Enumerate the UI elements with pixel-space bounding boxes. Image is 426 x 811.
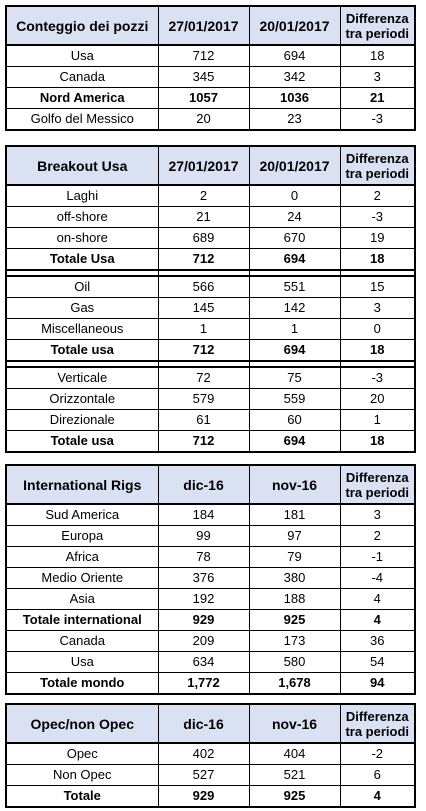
cell-value: 4 — [340, 589, 415, 610]
table-row — [6, 228, 415, 249]
row-label: Nord America — [6, 88, 158, 109]
table-row — [6, 547, 415, 568]
cell-value: 184 — [158, 504, 249, 526]
row-label: Gas — [6, 298, 158, 319]
cell-value: 79 — [249, 547, 340, 568]
cell-value: 670 — [249, 228, 340, 249]
cell-value: 376 — [158, 568, 249, 589]
row-label: Asia — [6, 589, 158, 610]
cell-value: 209 — [158, 631, 249, 652]
header-cell: Differenza tra periodi — [340, 6, 415, 45]
table-row — [6, 526, 415, 547]
cell-value: 72 — [158, 367, 249, 389]
row-label: Canada — [6, 631, 158, 652]
table-row — [6, 207, 415, 228]
row-label: Africa — [6, 547, 158, 568]
header-cell: Breakout Usa — [6, 146, 158, 185]
cell-value: -3 — [340, 367, 415, 389]
table-row — [6, 367, 415, 389]
row-label: Europa — [6, 526, 158, 547]
row-label: Laghi — [6, 185, 158, 207]
cell-value: 192 — [158, 589, 249, 610]
cell-value: -1 — [340, 547, 415, 568]
cell-value: 3 — [340, 298, 415, 319]
table-row-total — [6, 673, 415, 695]
header-cell: 27/01/2017 — [158, 146, 249, 185]
cell-value: 3 — [340, 67, 415, 88]
cell-value: 97 — [249, 526, 340, 547]
header-cell: 20/01/2017 — [249, 6, 340, 45]
row-label: Usa — [6, 45, 158, 67]
cell-value: 1,772 — [158, 673, 249, 695]
table-row — [6, 109, 415, 131]
cell-value: 1 — [249, 319, 340, 340]
cell-value: 929 — [158, 786, 249, 808]
cell-value: -4 — [340, 568, 415, 589]
cell-value: 402 — [158, 743, 249, 765]
table-row — [6, 67, 415, 88]
table-conteggio-pozzi — [5, 5, 416, 131]
table-row-total — [6, 431, 415, 453]
cell-value: -3 — [340, 207, 415, 228]
cell-value: 21 — [158, 207, 249, 228]
row-label: Canada — [6, 67, 158, 88]
cell-value: 15 — [340, 276, 415, 298]
cell-value: 2 — [158, 185, 249, 207]
table-row — [6, 743, 415, 765]
cell-value: 18 — [340, 249, 415, 271]
cell-value: 925 — [249, 786, 340, 808]
cell-value: 527 — [158, 765, 249, 786]
cell-value: 54 — [340, 652, 415, 673]
cell-value: 380 — [249, 568, 340, 589]
cell-value: 1 — [158, 319, 249, 340]
table-row — [6, 45, 415, 67]
header-cell: 27/01/2017 — [158, 6, 249, 45]
cell-value: 94 — [340, 673, 415, 695]
cell-value: 18 — [340, 45, 415, 67]
table-row — [6, 389, 415, 410]
cell-value: 145 — [158, 298, 249, 319]
row-label: Orizzontale — [6, 389, 158, 410]
row-label: Totale mondo — [6, 673, 158, 695]
table-row — [6, 652, 415, 673]
cell-value: -2 — [340, 743, 415, 765]
cell-value: 712 — [158, 45, 249, 67]
cell-value: 579 — [158, 389, 249, 410]
table-row — [6, 276, 415, 298]
table-row — [6, 631, 415, 652]
cell-value: 694 — [249, 45, 340, 67]
row-label: Direzionale — [6, 410, 158, 431]
cell-value: 61 — [158, 410, 249, 431]
row-label: Totale usa — [6, 431, 158, 453]
table-row — [6, 504, 415, 526]
cell-value: 1,678 — [249, 673, 340, 695]
row-label: Miscellaneous — [6, 319, 158, 340]
cell-value: 694 — [249, 249, 340, 271]
table-breakout-usa — [5, 145, 416, 453]
cell-value: 36 — [340, 631, 415, 652]
table-international-rigs — [5, 464, 416, 695]
row-label: Non Opec — [6, 765, 158, 786]
cell-value: 3 — [340, 504, 415, 526]
cell-value: 24 — [249, 207, 340, 228]
header-cell: dic-16 — [158, 465, 249, 504]
table-header-row — [6, 465, 415, 504]
row-label: Usa — [6, 652, 158, 673]
cell-value: 694 — [249, 431, 340, 453]
cell-value: 99 — [158, 526, 249, 547]
table-row — [6, 589, 415, 610]
cell-value: 6 — [340, 765, 415, 786]
header-cell: nov-16 — [249, 465, 340, 504]
row-label: Sud America — [6, 504, 158, 526]
header-cell: International Rigs — [6, 465, 158, 504]
row-label: Opec — [6, 743, 158, 765]
table-row-total — [6, 249, 415, 271]
row-label: Totale usa — [6, 340, 158, 362]
cell-value: 521 — [249, 765, 340, 786]
cell-value: 19 — [340, 228, 415, 249]
table-header-row — [6, 704, 415, 743]
table-opec — [5, 703, 416, 808]
cell-value: 4 — [340, 610, 415, 631]
cell-value: 75 — [249, 367, 340, 389]
cell-value: 23 — [249, 109, 340, 131]
cell-value: 60 — [249, 410, 340, 431]
row-label: Totale — [6, 786, 158, 808]
header-cell: Differenza tra periodi — [340, 465, 415, 504]
cell-value: 929 — [158, 610, 249, 631]
header-cell: dic-16 — [158, 704, 249, 743]
row-label: Totale Usa — [6, 249, 158, 271]
cell-value: 181 — [249, 504, 340, 526]
cell-value: 188 — [249, 589, 340, 610]
cell-value: 551 — [249, 276, 340, 298]
cell-value: 20 — [340, 389, 415, 410]
cell-value: 2 — [340, 526, 415, 547]
table-row-total — [6, 88, 415, 109]
cell-value: 21 — [340, 88, 415, 109]
cell-value: 634 — [158, 652, 249, 673]
table-row — [6, 319, 415, 340]
cell-value: 580 — [249, 652, 340, 673]
cell-value: 4 — [340, 786, 415, 808]
cell-value: 342 — [249, 67, 340, 88]
row-label: on-shore — [6, 228, 158, 249]
cell-value: 404 — [249, 743, 340, 765]
row-label: Totale international — [6, 610, 158, 631]
cell-value: 78 — [158, 547, 249, 568]
row-label: Verticale — [6, 367, 158, 389]
cell-value: 689 — [158, 228, 249, 249]
cell-value: 1057 — [158, 88, 249, 109]
table-row — [6, 298, 415, 319]
row-label: off-shore — [6, 207, 158, 228]
cell-value: -3 — [340, 109, 415, 131]
header-cell: Differenza tra periodi — [340, 146, 415, 185]
cell-value: 0 — [340, 319, 415, 340]
cell-value: 712 — [158, 340, 249, 362]
cell-value: 925 — [249, 610, 340, 631]
table-row — [6, 765, 415, 786]
header-cell: 20/01/2017 — [249, 146, 340, 185]
header-cell: Conteggio dei pozzi — [6, 6, 158, 45]
cell-value: 712 — [158, 431, 249, 453]
table-row — [6, 410, 415, 431]
row-label: Golfo del Messico — [6, 109, 158, 131]
table-row-total — [6, 786, 415, 808]
table-row-total — [6, 610, 415, 631]
header-cell: Differenza tra periodi — [340, 704, 415, 743]
cell-value: 566 — [158, 276, 249, 298]
table-row — [6, 568, 415, 589]
row-label: Oil — [6, 276, 158, 298]
cell-value: 18 — [340, 431, 415, 453]
table-header-row — [6, 6, 415, 45]
cell-value: 694 — [249, 340, 340, 362]
table-row — [6, 185, 415, 207]
cell-value: 712 — [158, 249, 249, 271]
header-cell: nov-16 — [249, 704, 340, 743]
cell-value: 1 — [340, 410, 415, 431]
table-header-row — [6, 146, 415, 185]
table-row-total — [6, 340, 415, 362]
row-label: Medio Oriente — [6, 568, 158, 589]
cell-value: 559 — [249, 389, 340, 410]
cell-value: 173 — [249, 631, 340, 652]
cell-value: 20 — [158, 109, 249, 131]
header-cell: Opec/non Opec — [6, 704, 158, 743]
cell-value: 345 — [158, 67, 249, 88]
cell-value: 0 — [249, 185, 340, 207]
cell-value: 18 — [340, 340, 415, 362]
cell-value: 1036 — [249, 88, 340, 109]
cell-value: 142 — [249, 298, 340, 319]
cell-value: 2 — [340, 185, 415, 207]
